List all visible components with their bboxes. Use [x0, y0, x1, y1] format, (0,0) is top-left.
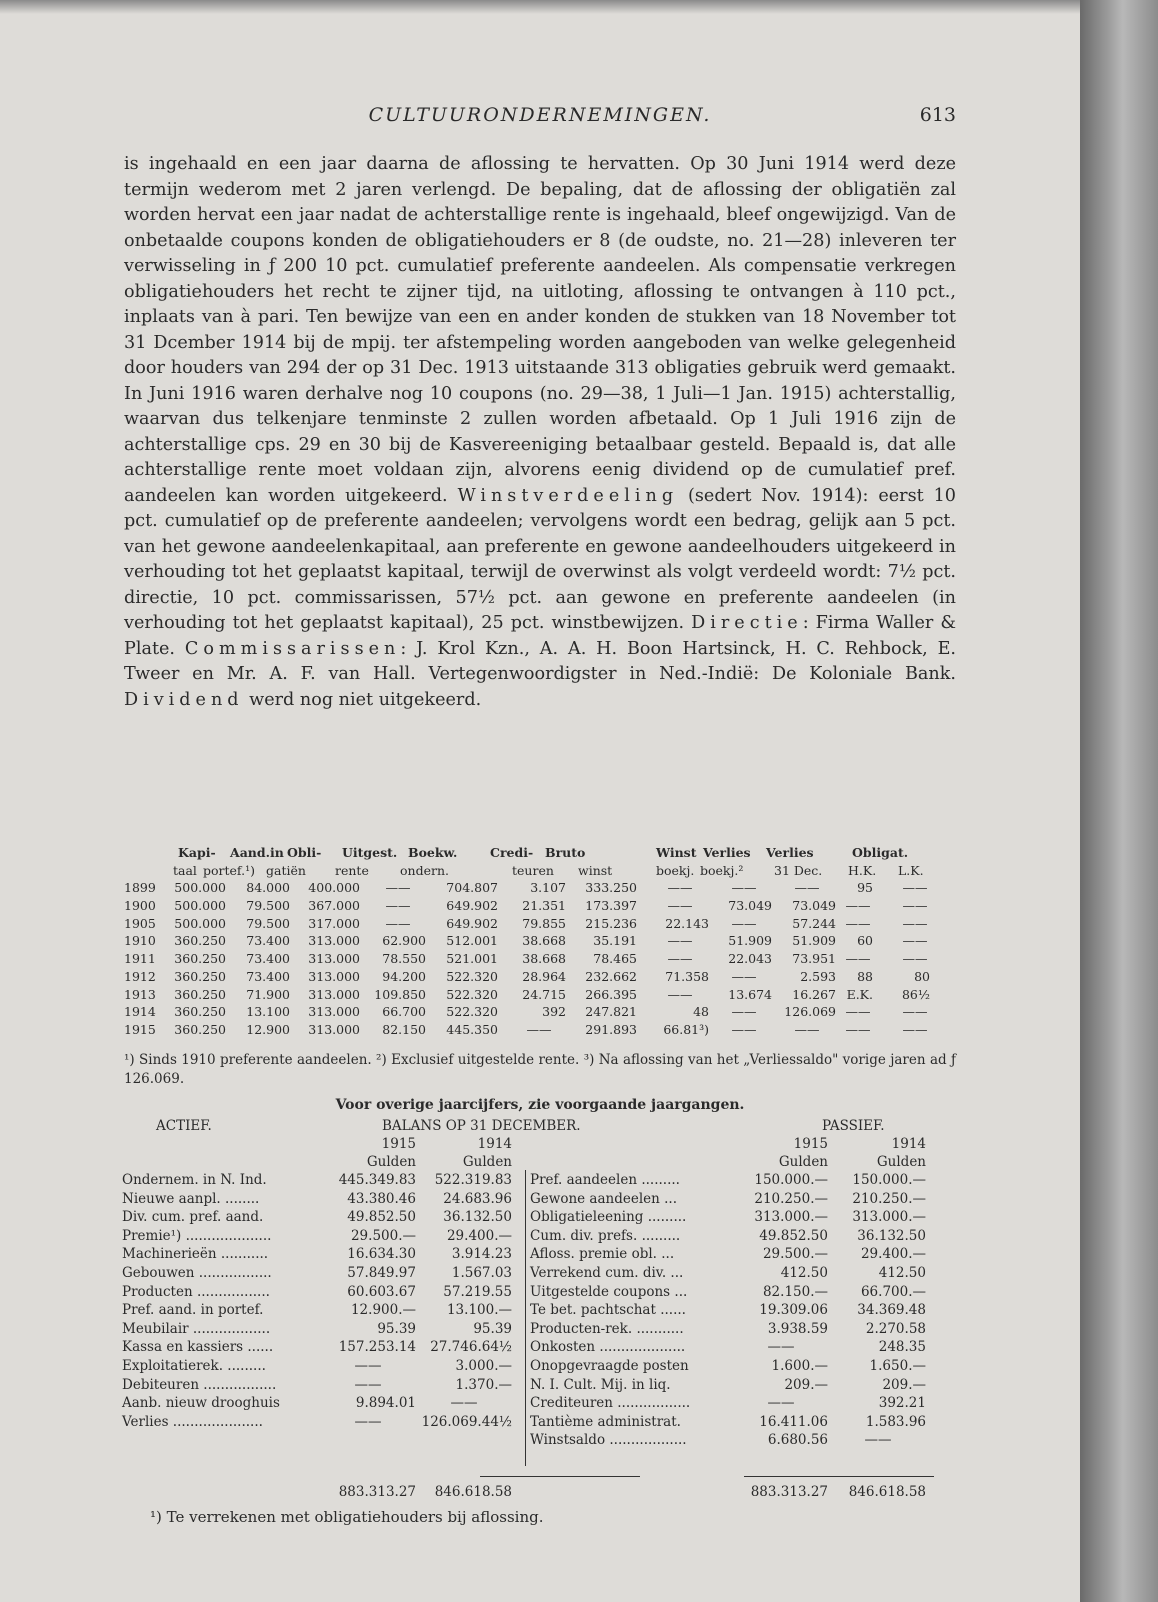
table-year-cell: 1905 — [124, 915, 156, 931]
table-notes: ¹) Sinds 1910 preferente aandeelen. ²) Exclusief uitgestelde rente. ³) Na aflossing van het „Verliessaldo" vorige jaren ad ƒ 126.069. — [124, 1052, 956, 1087]
table-row — [124, 1003, 956, 1021]
table-cell: 521.001 — [446, 951, 498, 967]
passief-item-label: Uitgestelde coupons ... — [530, 1283, 688, 1300]
table-cell: 60 — [857, 933, 873, 949]
table-subheader-cell: winst — [578, 862, 613, 878]
table-cell: 73.400 — [246, 968, 290, 984]
table-cell: 79.500 — [246, 915, 290, 931]
table-cell: 360.250 — [174, 951, 226, 967]
table-cell: 126.069 — [784, 1004, 836, 1020]
actief-item-label: Div. cum. pref. aand. — [122, 1209, 264, 1226]
year-heading: 1915 — [793, 1136, 828, 1152]
table-cell: 317.000 — [308, 915, 360, 931]
table-cell: —— — [385, 880, 411, 896]
table-cell: 79.500 — [246, 898, 290, 914]
total-rule — [744, 1476, 934, 1477]
passief-value-1914: 209.— — [882, 1376, 926, 1393]
table-cell: 12.900 — [246, 1021, 290, 1037]
annual-figures-table — [124, 844, 956, 1039]
table-subheader-row — [124, 862, 956, 880]
year-heading: 1914 — [891, 1136, 926, 1152]
table-cell: —— — [667, 898, 693, 914]
passief-value-1914: 36.132.50 — [857, 1227, 926, 1244]
table-subheader-cell: teuren — [512, 862, 554, 878]
table-cell: 13.674 — [728, 986, 772, 1002]
table-cell: 51.909 — [728, 933, 772, 949]
table-cell: 649.902 — [446, 898, 498, 914]
actief-total-1914: 846.618.58 — [434, 1484, 512, 1500]
table-subheader-cell: portef.¹) — [203, 862, 255, 878]
table-cell: 66.700 — [382, 1004, 426, 1020]
paragraph-segment: : Firma Waller & Plate. — [124, 613, 957, 659]
table-cell: 82.150 — [382, 1021, 426, 1037]
table-cell: —— — [845, 951, 871, 967]
table-cell: 247.821 — [585, 1004, 637, 1020]
table-cell: —— — [385, 898, 411, 914]
spaced-heading-word: Winstverdeeling — [457, 485, 679, 506]
passief-item-label: Cum. div. prefs. ......... — [530, 1227, 681, 1244]
table-cell: 360.250 — [174, 968, 226, 984]
table-cell: 232.662 — [585, 968, 637, 984]
actief-value-1915: 95.39 — [377, 1320, 416, 1337]
table-cell: 35.191 — [593, 933, 637, 949]
table-cell: —— — [731, 968, 757, 984]
table-cell: —— — [794, 880, 820, 896]
book-spine-edge — [1080, 0, 1158, 1602]
footnote: ¹) Te verrekenen met obligatiehouders bij aflossing. — [150, 1508, 544, 1526]
actief-item-label: Kassa en kassiers ...... — [122, 1339, 274, 1356]
table-cell: 333.250 — [585, 880, 637, 896]
table-row — [124, 968, 956, 986]
table-header-cell: Kapi- — [178, 845, 216, 860]
actief-value-1915: 49.852.50 — [347, 1209, 416, 1226]
table-cell: 3.107 — [530, 880, 566, 896]
actief-item-label: Nieuwe aanpl. ........ — [122, 1190, 260, 1207]
table-cell: 24.715 — [522, 986, 566, 1002]
passief-item-label: Producten-rek. ........... — [530, 1320, 684, 1337]
table-cell: —— — [845, 1004, 871, 1020]
table-cell: 73.049 — [792, 898, 836, 914]
actief-value-1915: —— — [354, 1376, 382, 1393]
paragraph-segment: (sedert Nov. 1914): eerst 10 pct. cumulatief op de preferente aandeelen; vervolgens wordt een bedrag, gelijk aan 5 pct. van het gewone aandeelenkapitaal, aan preferente en gewone aandeelhouders uitgekeerd in verhouding tot het geplaatst kapitaal, terwijl de overwinst als volgt verdeeld wordt: 7½ pct. directie, 10 pct. commissarissen, 57½ pct. aan gewone en preferente aandeelen (in verhouding tot het geplaatst kapitaal), 25 pct. winstbewijzen. — [124, 485, 957, 633]
table-cell: 22.143 — [665, 915, 709, 931]
table-row — [124, 950, 956, 968]
actief-item-label: Producten ................. — [122, 1283, 270, 1300]
table-row — [124, 915, 956, 933]
paragraph-segment: is ingehaald en een jaar daarna de aflossing te hervatten. Op 30 Juni 1914 werd deze termijn wederom met 2 jaren verlengd. De bepaling, dat de aflossing der obligatiën zal worden hervat een jaar nadat de achterstallige rente is ingehaald, bleef ongewijzigd. Van de onbetaalde coupons konden de obligatiehouders er 8 (de oudste, no. 21—28) inleveren ter verwisseling in ƒ 200 10 pct. cumulatief preferente aandeelen. Als compensatie verkregen obligatiehouders het recht te zijner tijd, na uitloting, aflossing te ontvangen à 110 pct., inplaats van à pari. Ten bewijze van een en ander konden de stukken van 18 November tot 31 Dcember 1914 bij de mpij. ter afstempeling worden aangeboden van welke gelegenheid door houders van 294 der op 31 Dec. 1913 uitstaande 313 obligaties gebruik werd gemaakt. In Juni 1916 waren derhalve nog 10 coupons (no. 29—38, 1 Juli—1 Jan. 1915) achterstallig, waarvan dus telkenjare tenminste 2 zullen worden afbetaald. Op 1 Juli 1916 zijn de achterstallige cps. 29 en 30 bij de Kasvereeniging betaalbaar gesteld. Bepaald is, dat alle achterstallige rente moet voldaan zijn, alvorens eenig dividend op de cumulatief pref. aandeelen kan worden uitgekeerd. — [124, 154, 956, 506]
table-cell: 522.320 — [446, 1004, 498, 1020]
table-cell: 21.351 — [522, 898, 566, 914]
table-cell: 94.200 — [382, 968, 426, 984]
table-row — [124, 932, 956, 950]
table-cell: 313.000 — [308, 951, 360, 967]
passief-item-label: Gewone aandeelen ... — [530, 1190, 678, 1207]
table-cell: —— — [731, 1021, 757, 1037]
passief-value-1914: 2.270.58 — [865, 1320, 926, 1337]
table-cell: 71.900 — [246, 986, 290, 1002]
table-cell: 500.000 — [174, 898, 226, 914]
passief-value-1914: 248.35 — [878, 1339, 926, 1356]
table-cell: —— — [526, 1021, 552, 1037]
table-cell: 445.350 — [446, 1021, 498, 1037]
table-cell: —— — [731, 1004, 757, 1020]
actief-value-1914: 27.746.64½ — [430, 1339, 512, 1356]
table-cell: 22.043 — [728, 951, 772, 967]
table-cell: —— — [902, 951, 928, 967]
table-cell: 649.902 — [446, 915, 498, 931]
table-cell: 313.000 — [308, 1004, 360, 1020]
actief-value-1914: 126.069.44½ — [421, 1413, 512, 1430]
table-cell: 512.001 — [446, 933, 498, 949]
table-cell: 360.250 — [174, 986, 226, 1002]
table-cell: 78.550 — [382, 951, 426, 967]
passief-value-1915: 49.852.50 — [759, 1227, 828, 1244]
table-cell: 109.850 — [374, 986, 426, 1002]
table-header-cell: Uitgest. — [342, 845, 398, 860]
table-subheader-cell: boekj.² — [700, 862, 744, 878]
body-text — [124, 152, 956, 713]
table-cell: 313.000 — [308, 968, 360, 984]
actief-value-1914: 29.400.— — [446, 1227, 512, 1244]
passief-value-1915: 210.250.— — [754, 1190, 828, 1207]
table-cell: 704.807 — [446, 880, 498, 896]
table-subheader-cell: gatiën — [266, 862, 306, 878]
actief-value-1915: 29.500.— — [350, 1227, 416, 1244]
table-subheader-cell: 31 Dec. — [774, 862, 823, 878]
passief-value-1914: 313.000.— — [852, 1209, 926, 1226]
actief-value-1915: 445.349.83 — [338, 1172, 416, 1188]
table-cell: —— — [902, 933, 928, 949]
running-title: CULTUURONDERNEMINGEN. — [368, 104, 712, 126]
passief-value-1915: 209.— — [784, 1376, 828, 1393]
table-cell: 73.049 — [728, 898, 772, 914]
table-cell: 66.81³) — [663, 1021, 709, 1037]
actief-value-1915: 60.603.67 — [347, 1283, 416, 1300]
actief-value-1915: 12.900.— — [350, 1302, 416, 1319]
actief-value-1915: 157.253.14 — [338, 1339, 416, 1356]
table-cell: 215.236 — [585, 915, 637, 931]
table-header-cell: Obligat. — [852, 845, 909, 860]
passief-value-1915: 3.938.59 — [767, 1320, 828, 1337]
unit-heading: Gulden — [778, 1154, 828, 1170]
table-header-cell: Verlies — [766, 845, 814, 860]
table-subheader-cell: ondern. — [400, 862, 449, 878]
table-header-cell: Winst — [656, 845, 697, 860]
passief-item-label: N. I. Cult. Mij. in liq. — [530, 1376, 671, 1393]
table-cell: —— — [902, 880, 928, 896]
table-cell: 392 — [542, 1004, 566, 1020]
actief-value-1914: 3.914.23 — [451, 1246, 512, 1263]
actief-value-1915: 9.894.01 — [355, 1395, 416, 1412]
table-cell: 360.250 — [174, 933, 226, 949]
table-cell: 16.267 — [792, 986, 836, 1002]
passief-item-label: Obligatieleening ......... — [530, 1209, 687, 1226]
passief-value-1915: 6.680.56 — [767, 1432, 828, 1449]
table-cell: —— — [667, 951, 693, 967]
table-cell: 522.320 — [446, 986, 498, 1002]
table-cell: 73.400 — [246, 933, 290, 949]
actief-item-label: Pref. aand. in portef. — [122, 1302, 264, 1319]
actief-item-label: Premie¹) .................... — [122, 1227, 272, 1244]
table-subheader-cell: H.K. — [848, 862, 877, 878]
passief-value-1914: 1.583.96 — [865, 1413, 926, 1430]
balance-title: BALANS OP 31 DECEMBER. — [382, 1118, 581, 1134]
actief-item-label: Verlies ..................... — [122, 1413, 263, 1430]
actief-item-label: Gebouwen ................. — [122, 1265, 272, 1281]
passief-value-1914: 66.700.— — [860, 1283, 926, 1300]
passief-item-label: Winstsaldo .................. — [530, 1432, 687, 1449]
passief-total-1915: 883.313.27 — [750, 1484, 828, 1500]
actief-value-1914: 3.000.— — [455, 1358, 512, 1374]
table-cell: 13.100 — [246, 1004, 290, 1020]
spaced-heading-word: Directie — [691, 613, 803, 633]
passief-item-label: Tantième administrat. — [530, 1413, 681, 1430]
table-cell: 313.000 — [308, 986, 360, 1002]
table-year-cell: 1911 — [124, 951, 156, 967]
table-cell: —— — [794, 1021, 820, 1037]
paragraph-segment: werd nog niet uitgekeerd. — [243, 689, 482, 710]
balance-divider — [525, 1170, 526, 1466]
passief-item-label: Onkosten .................... — [530, 1339, 686, 1356]
table-cell: —— — [667, 933, 693, 949]
table-cell: 400.000 — [308, 880, 360, 896]
year-heading: 1914 — [477, 1136, 512, 1152]
actief-heading: ACTIEF. — [156, 1118, 212, 1134]
spaced-heading-word: Dividend — [124, 689, 244, 710]
see-previous-note: Voor overige jaarcijfers, zie voorgaande jaargangen. — [335, 1097, 745, 1113]
passief-value-1914: 150.000.— — [852, 1172, 926, 1188]
table-cell: —— — [731, 915, 757, 931]
actief-value-1915: 16.634.30 — [347, 1246, 416, 1263]
table-cell: 62.900 — [382, 933, 426, 949]
table-row — [124, 986, 956, 1004]
unit-heading: Gulden — [876, 1154, 926, 1170]
table-subheader-cell: L.K. — [898, 862, 924, 878]
actief-item-label: Ondernem. in N. Ind. — [122, 1172, 267, 1188]
table-cell: 86½ — [901, 986, 930, 1002]
table-cell: —— — [902, 1004, 928, 1020]
passief-value-1915: 19.309.06 — [759, 1302, 828, 1319]
table-header-cell: Bruto — [545, 845, 586, 860]
actief-item-label: Exploitatierek. ......... — [122, 1358, 266, 1374]
actief-value-1915: 43.380.46 — [347, 1190, 416, 1207]
passief-item-label: Onopgevraagde posten — [530, 1358, 689, 1374]
total-rule — [480, 1476, 640, 1477]
table-row — [124, 897, 956, 915]
passief-value-1914: 34.369.48 — [857, 1302, 926, 1319]
actief-value-1914: 522.319.83 — [434, 1172, 512, 1188]
passief-value-1914: 1.650.— — [869, 1358, 926, 1374]
table-cell: 313.000 — [308, 1021, 360, 1037]
passief-value-1915: 313.000.— — [754, 1209, 828, 1226]
actief-value-1915: 57.849.97 — [347, 1265, 416, 1281]
table-cell: —— — [845, 898, 871, 914]
paragraph-segment: : J. Krol Kzn., A. A. H. Boon Hartsinck, H. C. Rehbock, E. Tweer en Mr. A. F. van Hall. Vertegenwoordigster in Ned.-Indië: De Koloniale Bank. — [124, 638, 957, 684]
unit-heading: Gulden — [366, 1154, 416, 1170]
table-cell: 78.465 — [593, 951, 637, 967]
actief-value-1914: 95.39 — [473, 1320, 512, 1337]
table-cell: —— — [902, 915, 928, 931]
table-header-cell: Obli- — [287, 845, 322, 860]
table-cell: —— — [902, 1021, 928, 1037]
year-heading: 1915 — [381, 1136, 416, 1152]
actief-value-1915: —— — [354, 1413, 382, 1430]
table-cell: 38.668 — [522, 933, 566, 949]
actief-value-1914: —— — [450, 1395, 478, 1412]
table-cell: 48 — [693, 1004, 709, 1020]
table-year-cell: 1899 — [124, 880, 156, 896]
table-year-cell: 1910 — [124, 933, 156, 949]
table-header-cell: Verlies — [703, 845, 751, 860]
table-subheader-cell: rente — [335, 862, 369, 878]
table-cell: 95 — [857, 880, 873, 896]
passief-item-label: Verrekend cum. div. ... — [530, 1265, 684, 1281]
passief-value-1915: 412.50 — [780, 1265, 828, 1281]
passief-item-label: Te bet. pachtschat ...... — [530, 1302, 686, 1319]
table-cell: —— — [845, 915, 871, 931]
table-cell: 266.395 — [585, 986, 637, 1002]
actief-item-label: Meubilair .................. — [122, 1320, 271, 1337]
passief-value-1914: —— — [864, 1432, 892, 1449]
actief-item-label: Machinerieën ........... — [122, 1246, 269, 1263]
page-number: 613 — [919, 104, 956, 126]
table-header-cell: Boekw. — [408, 845, 458, 860]
table-cell: 88 — [857, 968, 873, 984]
passief-value-1915: 1.600.— — [771, 1358, 828, 1374]
actief-total-1915: 883.313.27 — [338, 1484, 416, 1500]
passief-heading: PASSIEF. — [822, 1118, 885, 1134]
table-cell: —— — [731, 880, 757, 896]
table-cell: 79.855 — [522, 915, 566, 931]
table-cell: —— — [667, 986, 693, 1002]
table-cell: —— — [902, 898, 928, 914]
table-cell: 360.250 — [174, 1004, 226, 1020]
table-cell: 73.951 — [792, 951, 836, 967]
table-cell: —— — [845, 1021, 871, 1037]
passief-total-1914: 846.618.58 — [848, 1484, 926, 1500]
table-header-cell: Credi- — [490, 845, 534, 860]
table-cell: 38.668 — [522, 951, 566, 967]
passief-item-label: Afloss. premie obl. ... — [530, 1246, 675, 1263]
table-header-cell: Aand.in — [230, 845, 284, 860]
table-header-row — [124, 844, 956, 862]
table-cell: 28.964 — [522, 968, 566, 984]
passief-item-label: Crediteuren ................. — [530, 1395, 691, 1412]
table-cell: 84.000 — [246, 880, 290, 896]
passief-value-1914: 392.21 — [878, 1395, 926, 1412]
passief-item-label: Pref. aandeelen ......... — [530, 1172, 680, 1188]
actief-value-1914: 57.219.55 — [443, 1283, 512, 1300]
table-cell: 522.320 — [446, 968, 498, 984]
page-top-edge — [0, 0, 1080, 14]
table-row — [124, 879, 956, 897]
table-cell: 360.250 — [174, 1021, 226, 1037]
passief-value-1915: 29.500.— — [762, 1246, 828, 1263]
spaced-heading-word: Commissarissen — [184, 638, 401, 659]
actief-item-label: Debiteuren ................. — [122, 1376, 277, 1393]
actief-item-label: Aanb. nieuw drooghuis — [122, 1395, 280, 1412]
table-cell: 51.909 — [792, 933, 836, 949]
actief-value-1914: 24.683.96 — [443, 1190, 512, 1207]
passief-value-1914: 29.400.— — [860, 1246, 926, 1263]
passief-value-1915: —— — [767, 1395, 795, 1412]
table-year-cell: 1914 — [124, 1004, 156, 1020]
table-cell: 73.400 — [246, 951, 290, 967]
table-subheader-cell: taal — [173, 862, 197, 878]
table-cell: 71.358 — [665, 968, 709, 984]
passief-value-1915: 16.411.06 — [759, 1413, 828, 1430]
passief-value-1915: 150.000.— — [754, 1172, 828, 1188]
body-paragraph — [124, 152, 956, 713]
table-cell: —— — [667, 880, 693, 896]
actief-value-1914: 36.132.50 — [443, 1209, 512, 1226]
passief-value-1915: —— — [767, 1339, 795, 1356]
table-subheader-cell: boekj. — [656, 862, 695, 878]
table-cell: 367.000 — [308, 898, 360, 914]
table-year-cell: 1900 — [124, 898, 156, 914]
table-cell: E.K. — [846, 986, 873, 1002]
actief-value-1914: 1.370.— — [455, 1376, 512, 1393]
actief-value-1914: 13.100.— — [446, 1302, 512, 1319]
running-header — [124, 104, 956, 130]
table-cell: —— — [385, 915, 411, 931]
passief-value-1915: 82.150.— — [762, 1283, 828, 1300]
passief-value-1914: 412.50 — [878, 1265, 926, 1281]
table-row — [124, 1021, 956, 1039]
table-cell: 57.244 — [792, 915, 836, 931]
table-cell: 173.397 — [585, 898, 637, 914]
actief-value-1914: 1.567.03 — [451, 1265, 512, 1281]
table-cell: 80 — [914, 968, 930, 984]
table-cell: 2.593 — [800, 968, 836, 984]
unit-heading: Gulden — [462, 1154, 512, 1170]
actief-value-1915: —— — [354, 1358, 382, 1374]
table-cell: 313.000 — [308, 933, 360, 949]
table-year-cell: 1913 — [124, 986, 156, 1002]
table-cell: 500.000 — [174, 880, 226, 896]
table-year-cell: 1912 — [124, 968, 156, 984]
table-cell: 291.893 — [585, 1021, 637, 1037]
table-year-cell: 1915 — [124, 1021, 156, 1037]
table-cell: 500.000 — [174, 915, 226, 931]
passief-value-1914: 210.250.— — [852, 1190, 926, 1207]
